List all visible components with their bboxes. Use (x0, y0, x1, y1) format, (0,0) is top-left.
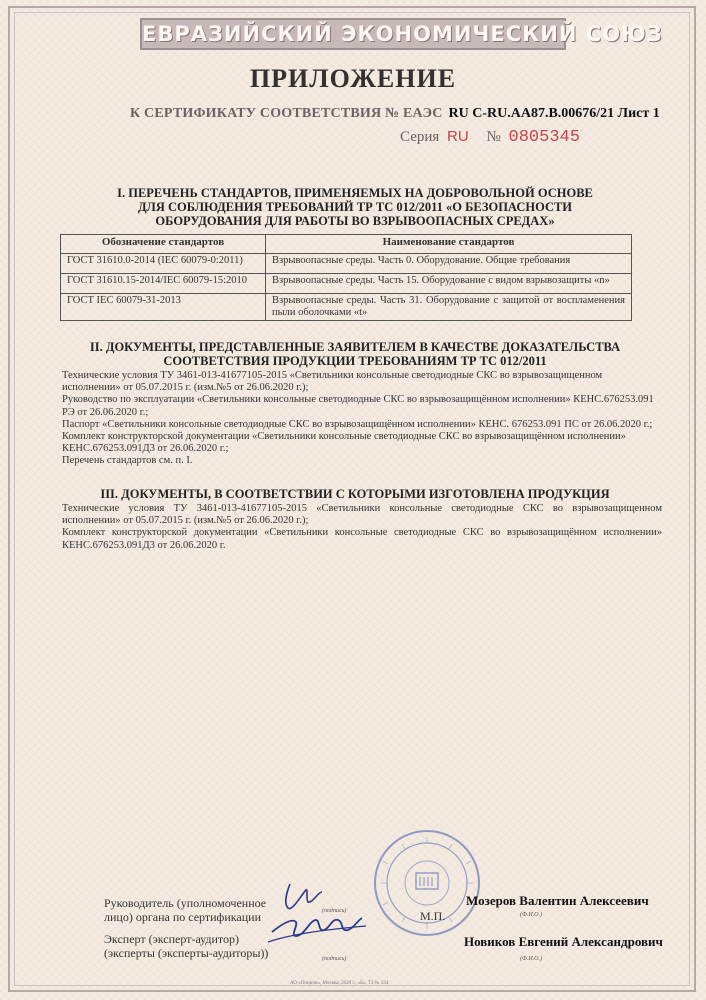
section-2-heading (60, 340, 650, 368)
section-2-body (62, 370, 662, 468)
table-row (61, 274, 632, 294)
document-paragraph: Перечень стандартов см. п. I. (62, 455, 193, 467)
page-title: ПРИЛОЖЕНИЕ (249, 64, 457, 93)
standard-title: Взрывоопасные среды. Часть 0. Оборудование. Общие требования (266, 254, 632, 274)
column-header: Обозначение стандартов (61, 235, 266, 254)
head-name: Мозеров Валентин Алексеевич (466, 893, 649, 908)
fio-hint: (Ф.И.О.) (520, 912, 542, 918)
series-line (400, 128, 580, 147)
head-role (104, 896, 266, 924)
document-paragraph: Технические условия ТУ 3461-013-41677105-2015 «Светильники консольные светодиодные СКС во взрывозащищенном исполнении» от 05.07.2015 г. (изм.№5 от 26.06.2020 г.); (62, 370, 603, 394)
section-3-heading (60, 487, 650, 501)
role-line: лицо) органа по сертификации (104, 910, 261, 924)
table-row (61, 254, 632, 274)
form-number: 0805345 (508, 128, 580, 147)
number-label: № (486, 129, 501, 145)
table-header-row (61, 235, 632, 254)
standard-title: Взрывоопасные среды. Часть 31. Оборудование с защитой от воспламенения пыли оболочками «t» (266, 294, 632, 321)
standard-code: ГОСТ 31610.15-2014/IEC 60079-15:2010 (61, 274, 266, 294)
section-3-line: III. ДОКУМЕНТЫ, В СООТВЕТСТВИИ С КОТОРЫМИ ИЗГОТОВЛЕНА ПРОДУКЦИЯ (100, 487, 610, 501)
document-paragraph: Комплект конструкторской документации «Светильники консольные светодиодные СКС во взрывозащищённом исполнении» КЕНС.676253.091Д3 от 26.06.2020 г.; (62, 431, 626, 455)
role-line: Руководитель (уполномоченное (104, 896, 267, 910)
standard-title: Взрывоопасные среды. Часть 15. Оборудование с видом взрывозащиты «n» (266, 274, 632, 294)
section-1-line: ОБОРУДОВАНИЯ ДЛЯ РАБОТЫ ВО ВЗРЫВООПАСНЫХ СРЕДАХ» (155, 214, 555, 228)
certificate-number: RU С-RU.АА87.В.00676/21 Лист 1 (448, 106, 660, 121)
document-paragraph: Руководство по эксплуатации «Светильники консольные светодиодные СКС во взрывозащищённом исполнении» КЕНС.676253.091 РЭ от 26.06.2020 г.; (62, 394, 654, 418)
document-paragraph: Паспорт «Светильники консольные светодиодные СКС во взрывозащищённом исполнении» КЕНС. 676253.091 ПС от 26.06.2020 г.; (62, 418, 653, 430)
union-banner: ЕВРАЗИЙСКИЙ ЭКОНОМИЧЕСКИЙ СОЮЗ (140, 18, 566, 50)
signature-icon (262, 870, 372, 950)
printer-footer: АО «Опцион», Москва, 2020 г., «Б», ТЗ № 334 (290, 981, 389, 986)
section-2-line: СООТВЕТСТВИЯ ПРОДУКЦИИ ТРЕБОВАНИЯМ ТР ТС 012/2011 (163, 354, 547, 368)
section-1-line: I. ПЕРЕЧЕНЬ СТАНДАРТОВ, ПРИМЕНЯЕМЫХ НА ДОБРОВОЛЬНОЙ ОСНОВЕ (117, 186, 593, 200)
column-header: Наименование стандартов (266, 235, 632, 254)
table-row (61, 294, 632, 321)
series-value: RU (447, 128, 469, 145)
section-1-line: ДЛЯ СОБЛЮДЕНИЯ ТРЕБОВАНИЙ ТР ТС 012/2011 «О БЕЗОПАСНОСТИ (137, 200, 573, 214)
expert-name: Новиков Евгений Александрович (464, 934, 663, 949)
standard-code: ГОСТ 31610.0-2014 (IEC 60079-0:2011) (61, 254, 266, 274)
document-paragraph: Технические условия ТУ 3461-013-41677105-2015 «Светильники консольные светодиодные СКС во взрывозащищенном исполнении» от 05.07.2015 г. (изм.№5 от 26.06.2020 г.); (62, 503, 662, 527)
section-2-line: II. ДОКУМЕНТЫ, ПРЕДСТАВЛЕННЫЕ ЗАЯВИТЕЛЕМ В КАЧЕСТВЕ ДОКАЗАТЕЛЬСТВА (89, 340, 621, 354)
document-paragraph: Комплект конструкторской документации «Светильники консольные светодиодные СКС во взрывозащищённом исполнении» КЕНС.676253.091Д3 от 26.06.2020 г. (62, 527, 662, 551)
standards-table (60, 234, 632, 321)
seal-place-label: М.П. (420, 909, 446, 923)
certificate-line (130, 106, 690, 122)
section-3-body (62, 503, 662, 552)
sign-hint: (подпись) (322, 908, 347, 914)
expert-role (104, 932, 268, 960)
section-1-heading (60, 186, 650, 228)
sign-hint: (подпись) (322, 956, 347, 962)
fio-hint: (Ф.И.О.) (520, 956, 542, 962)
series-label: Серия (400, 129, 440, 145)
role-line: (эксперты (эксперты-аудиторы)) (104, 946, 269, 960)
standard-code: ГОСТ IEC 60079-31-2013 (61, 294, 266, 321)
certificate-prefix: К СЕРТИФИКАТУ СООТВЕТСТВИЯ № ЕАЭС (130, 106, 443, 121)
role-line: Эксперт (эксперт-аудитор) (104, 932, 240, 946)
